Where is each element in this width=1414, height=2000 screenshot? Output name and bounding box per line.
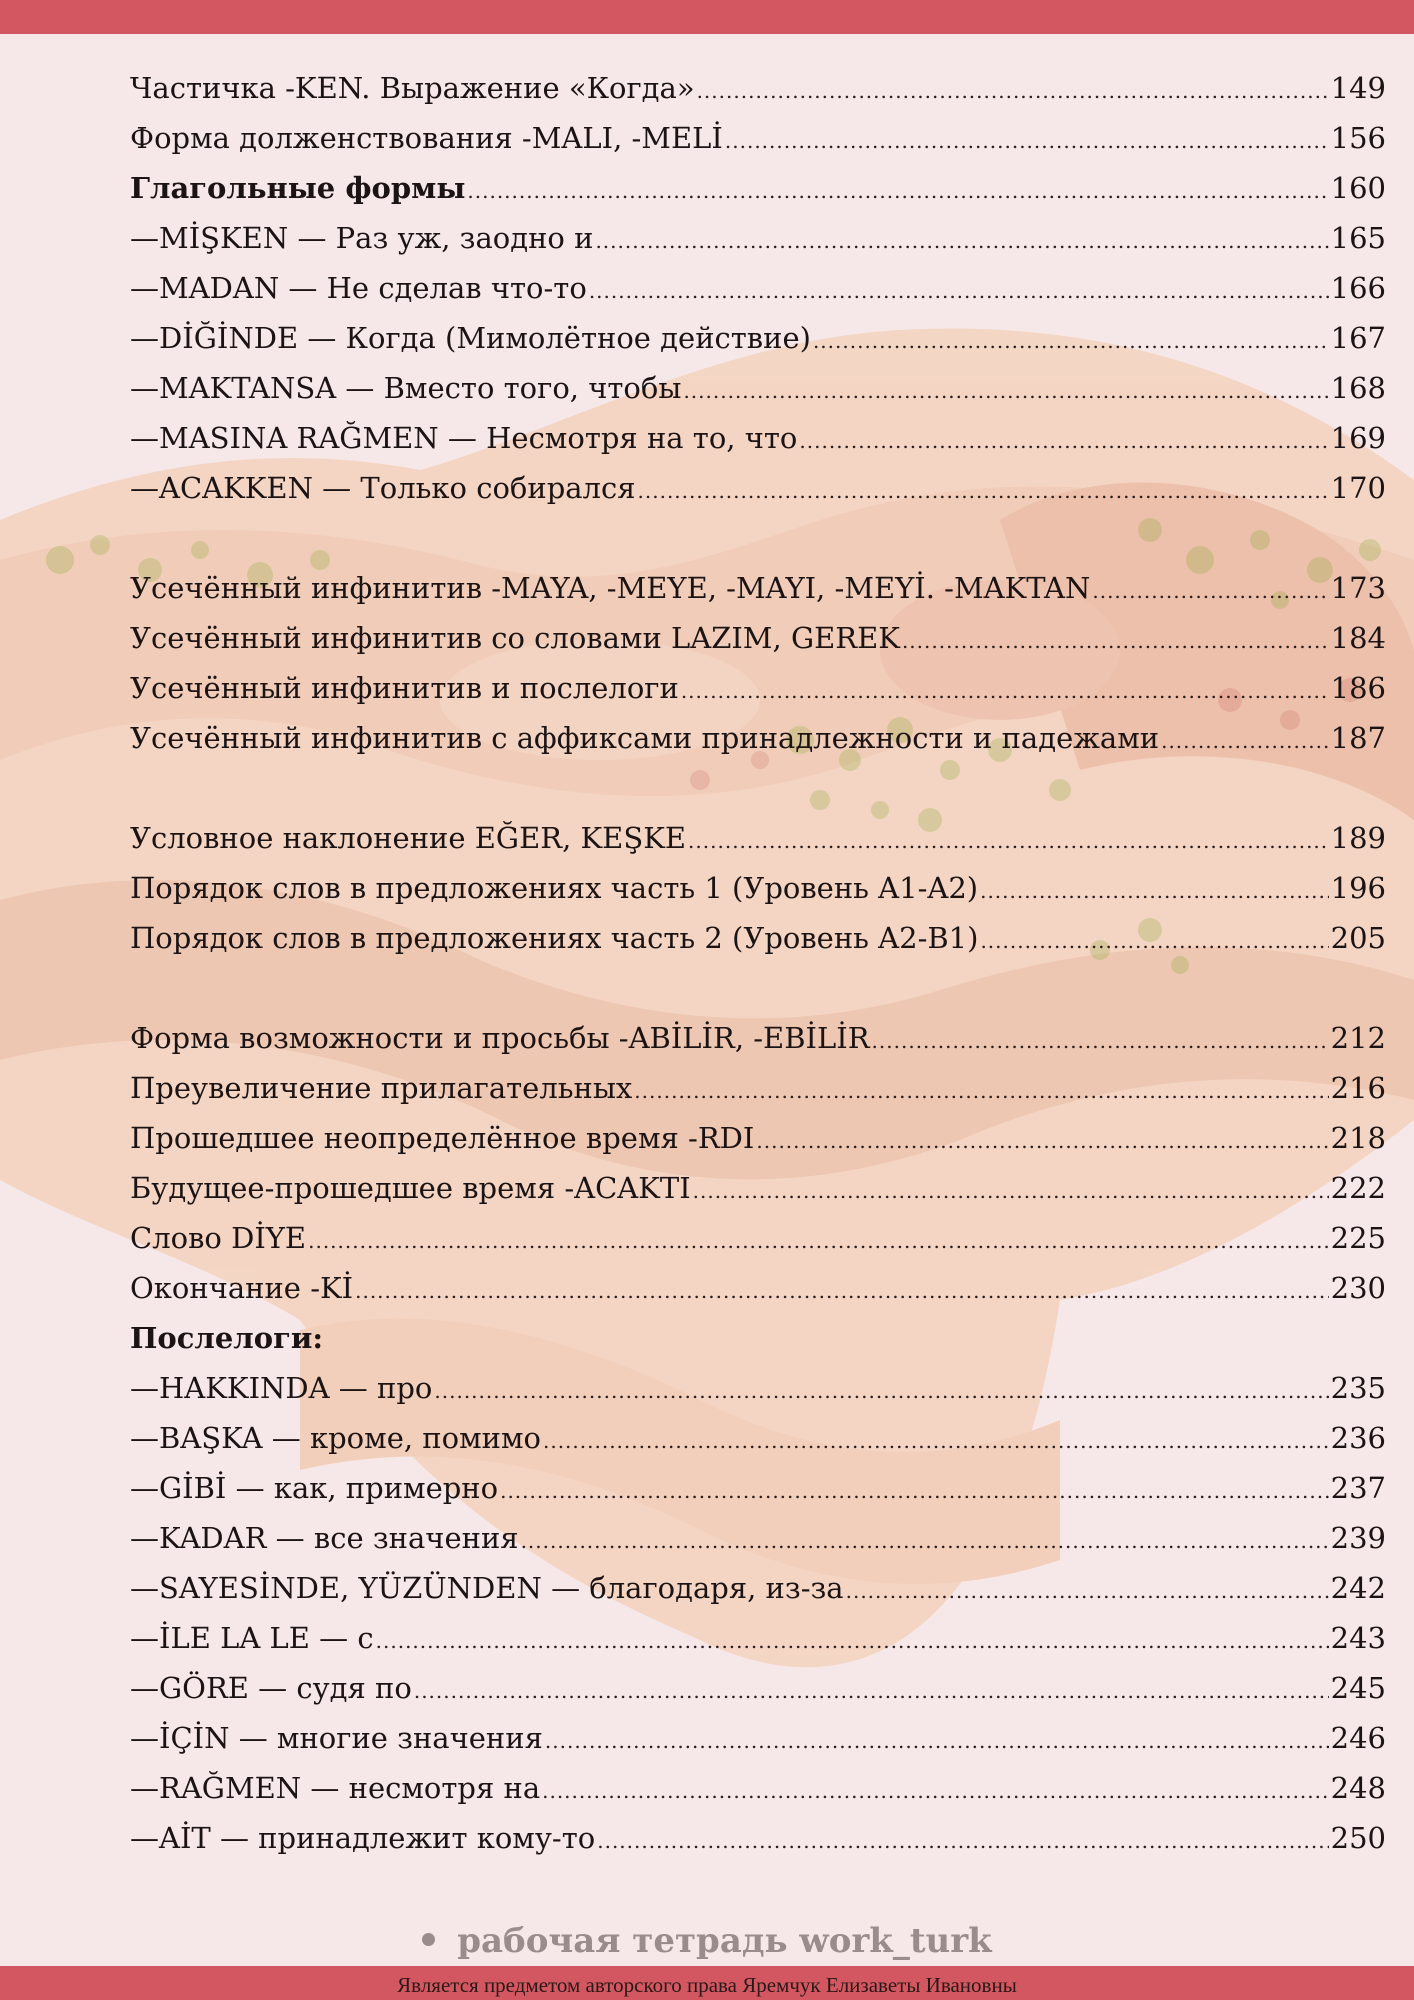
toc-entry-title: —MASINA RAĞMEN — Несмотря на то, что [130, 421, 798, 455]
toc-entry[interactable] [130, 1363, 1386, 1413]
toc-entry-title: Глагольные формы [130, 171, 466, 205]
dot-leader [725, 116, 1329, 166]
toc-entry[interactable] [130, 363, 1386, 413]
toc-entry-title: —MADAN — Не сделав что-то [130, 271, 587, 305]
dot-leader [543, 1416, 1329, 1466]
toc-entry-title: —ACAKKEN — Только собирался [130, 471, 636, 505]
toc-entry-title: Прошедшее неопределённое время -RDI [130, 1121, 755, 1155]
dot-leader [634, 1066, 1328, 1116]
dot-leader [597, 1816, 1328, 1866]
toc-entry-title: —İÇİN — многие значения [130, 1721, 543, 1755]
dot-leader [688, 816, 1329, 866]
toc-entry-title: Порядок слов в предложениях часть 2 (Уровень A2-B1) [130, 921, 979, 955]
toc-entry[interactable] [130, 913, 1386, 963]
dot-leader [902, 616, 1329, 666]
toc-page-number: 205 [1330, 921, 1386, 955]
toc-entry-title: Послелоги: [130, 1321, 324, 1355]
dot-leader [1092, 566, 1328, 616]
toc-page-number: 184 [1330, 621, 1386, 655]
toc-entry[interactable] [130, 1413, 1386, 1463]
toc-entry[interactable] [130, 563, 1386, 613]
dot-leader [697, 66, 1329, 116]
toc-page-number: 166 [1330, 271, 1386, 305]
dot-leader [1161, 716, 1329, 766]
toc-entry-title: Усечённый инфинитив с аффиксами принадлежности и падежами [130, 721, 1160, 755]
toc-entry-title: Форма долженствования -MALI, -MELİ [130, 121, 723, 155]
bullet-icon [422, 1933, 435, 1946]
dot-leader [414, 1666, 1329, 1716]
toc-entry-title: —GÖRE — судя по [130, 1671, 412, 1705]
toc-entry-title: Усечённый инфинитив -MAYA, -MEYE, -MAYI, -MEYİ. -MAKTAN [130, 571, 1091, 605]
bottom-accent-bar [0, 1966, 1414, 2000]
toc-entry-title: Усечённый инфинитив и послелоги [130, 671, 679, 705]
brand-footer [0, 1921, 1414, 1961]
dot-leader [872, 1016, 1329, 1066]
toc-page-number: 246 [1330, 1721, 1386, 1755]
toc-page-number: 237 [1330, 1471, 1386, 1505]
toc-entry[interactable] [130, 213, 1386, 263]
toc-entry[interactable] [130, 313, 1386, 363]
toc-page-number: 245 [1330, 1671, 1386, 1705]
toc-entry-title: —MAKTANSA — Вместо того, чтобы [130, 371, 682, 405]
dot-leader [595, 216, 1328, 266]
section-spacer [130, 763, 1386, 813]
dot-leader [813, 316, 1329, 366]
toc-entry-title: —BAŞKA — кроме, помимо [130, 1421, 541, 1455]
toc-page-number: 196 [1330, 871, 1386, 905]
dot-leader [638, 466, 1329, 516]
toc-entry[interactable] [130, 863, 1386, 913]
copyright-notice: Является предметом авторского права Яремчук Елизаветы Ивановны [397, 1972, 1017, 1997]
toc-section-heading[interactable] [130, 1313, 1386, 1363]
toc-entry-title: —SAYESİNDE, YÜZÜNDEN — благодаря, из-за [130, 1571, 844, 1605]
toc-page-number: 235 [1330, 1371, 1386, 1405]
toc-entry-title: Условное наклонение EĞER, KEŞKE [130, 821, 687, 855]
section-spacer [130, 513, 1386, 563]
toc-entry-title: Слово DİYE [130, 1221, 307, 1255]
toc-entry[interactable] [130, 1563, 1386, 1613]
toc-entry-title: —AİT — принадлежит кому-то [130, 1821, 596, 1855]
toc-entry-title: Преувеличение прилагательных [130, 1071, 633, 1105]
toc-entry[interactable] [130, 1513, 1386, 1563]
toc-page-number: 248 [1330, 1771, 1386, 1805]
toc-entry-title: —GİBİ — как, примерно [130, 1471, 499, 1505]
toc-entry-title: —KADAR — все значения [130, 1521, 519, 1555]
toc-page-number: 243 [1330, 1621, 1386, 1655]
toc-page-number: 222 [1330, 1171, 1386, 1205]
toc-entry[interactable] [130, 1763, 1386, 1813]
dot-leader [980, 916, 1328, 966]
toc-entry-title: Будущее-прошедшее время -ACAKTI [130, 1171, 691, 1205]
dot-leader [693, 1166, 1329, 1216]
toc-entry[interactable] [130, 1113, 1386, 1163]
toc-entry[interactable] [130, 1813, 1386, 1863]
toc-page-number: 186 [1330, 671, 1386, 705]
toc-entry[interactable] [130, 163, 1386, 213]
toc-page-number: 187 [1330, 721, 1386, 755]
toc-entry[interactable] [130, 663, 1386, 713]
toc-entry[interactable] [130, 1213, 1386, 1263]
toc-page-number: 216 [1330, 1071, 1386, 1105]
dot-leader [467, 166, 1328, 216]
dot-leader [545, 1716, 1329, 1766]
toc-entry-title: Форма возможности и просьбы -ABİLİR, -EBİLİR [130, 1021, 870, 1055]
toc-page-number: 169 [1330, 421, 1386, 455]
toc-entry[interactable] [130, 1463, 1386, 1513]
table-of-contents [130, 63, 1386, 1863]
toc-entry-title: Усечённый инфинитив со словами LAZIM, GEREK [130, 621, 900, 655]
dot-leader [980, 866, 1329, 916]
dot-leader [500, 1466, 1329, 1516]
section-spacer [130, 963, 1386, 1013]
toc-entry[interactable] [130, 1063, 1386, 1113]
toc-entry-title: —RAĞMEN — несмотря на [130, 1771, 541, 1805]
toc-entry-title: Порядок слов в предложениях часть 1 (Уровень A1-A2) [130, 871, 979, 905]
toc-entry[interactable] [130, 1263, 1386, 1313]
toc-entry-title: —DİĞİNDE — Когда (Мимолётное действие) [130, 321, 811, 355]
toc-entry[interactable] [130, 613, 1386, 663]
toc-page-number: 218 [1330, 1121, 1386, 1155]
toc-entry[interactable] [130, 463, 1386, 513]
toc-entry[interactable] [130, 1713, 1386, 1763]
toc-entry[interactable] [130, 63, 1386, 113]
toc-entry[interactable] [130, 413, 1386, 463]
toc-page-number: 165 [1330, 221, 1386, 255]
toc-page-number: 212 [1330, 1021, 1386, 1055]
toc-entry[interactable] [130, 813, 1386, 863]
dot-leader [542, 1766, 1329, 1816]
toc-entry[interactable] [130, 1663, 1386, 1713]
toc-entry-title: —MİŞKEN — Раз уж, заодно и [130, 221, 594, 255]
toc-page-number: 173 [1330, 571, 1386, 605]
dot-leader [799, 416, 1328, 466]
dot-leader [589, 266, 1329, 316]
toc-page-number: 239 [1330, 1521, 1386, 1555]
dot-leader [846, 1566, 1329, 1616]
toc-page-number: 250 [1330, 1821, 1386, 1855]
toc-page-number: 170 [1330, 471, 1386, 505]
toc-entry-title: —İLE LA LE — с [130, 1621, 374, 1655]
toc-entry[interactable] [130, 263, 1386, 313]
toc-page-number: 160 [1330, 171, 1386, 205]
toc-page-number: 225 [1330, 1221, 1386, 1255]
toc-page-number: 167 [1330, 321, 1386, 355]
toc-entry[interactable] [130, 113, 1386, 163]
toc-entry[interactable] [130, 713, 1386, 763]
dot-leader [308, 1216, 1329, 1266]
toc-page-number: 189 [1330, 821, 1386, 855]
toc-entry-title: —HAKKINDA — про [130, 1371, 433, 1405]
toc-page-number: 149 [1330, 71, 1386, 105]
toc-page-number: 168 [1330, 371, 1386, 405]
toc-entry[interactable] [130, 1013, 1386, 1063]
toc-page-number: 236 [1330, 1421, 1386, 1455]
dot-leader [683, 366, 1328, 416]
toc-page-number: 156 [1330, 121, 1386, 155]
toc-entry[interactable] [130, 1163, 1386, 1213]
toc-page-number: 230 [1330, 1271, 1386, 1305]
dot-leader [376, 1616, 1329, 1666]
dot-leader [355, 1266, 1329, 1316]
dot-leader [681, 666, 1329, 716]
dot-leader [434, 1366, 1328, 1416]
toc-page-number: 242 [1330, 1571, 1386, 1605]
dot-leader [756, 1116, 1328, 1166]
dot-leader [521, 1516, 1329, 1566]
brand-text: рабочая тетрадь work_turk [457, 1921, 992, 1961]
toc-entry[interactable] [130, 1613, 1386, 1663]
toc-entry-title: Окончание -Kİ [130, 1271, 354, 1305]
toc-entry-title: Частичка -KEN. Выражение «Когда» [130, 71, 695, 105]
